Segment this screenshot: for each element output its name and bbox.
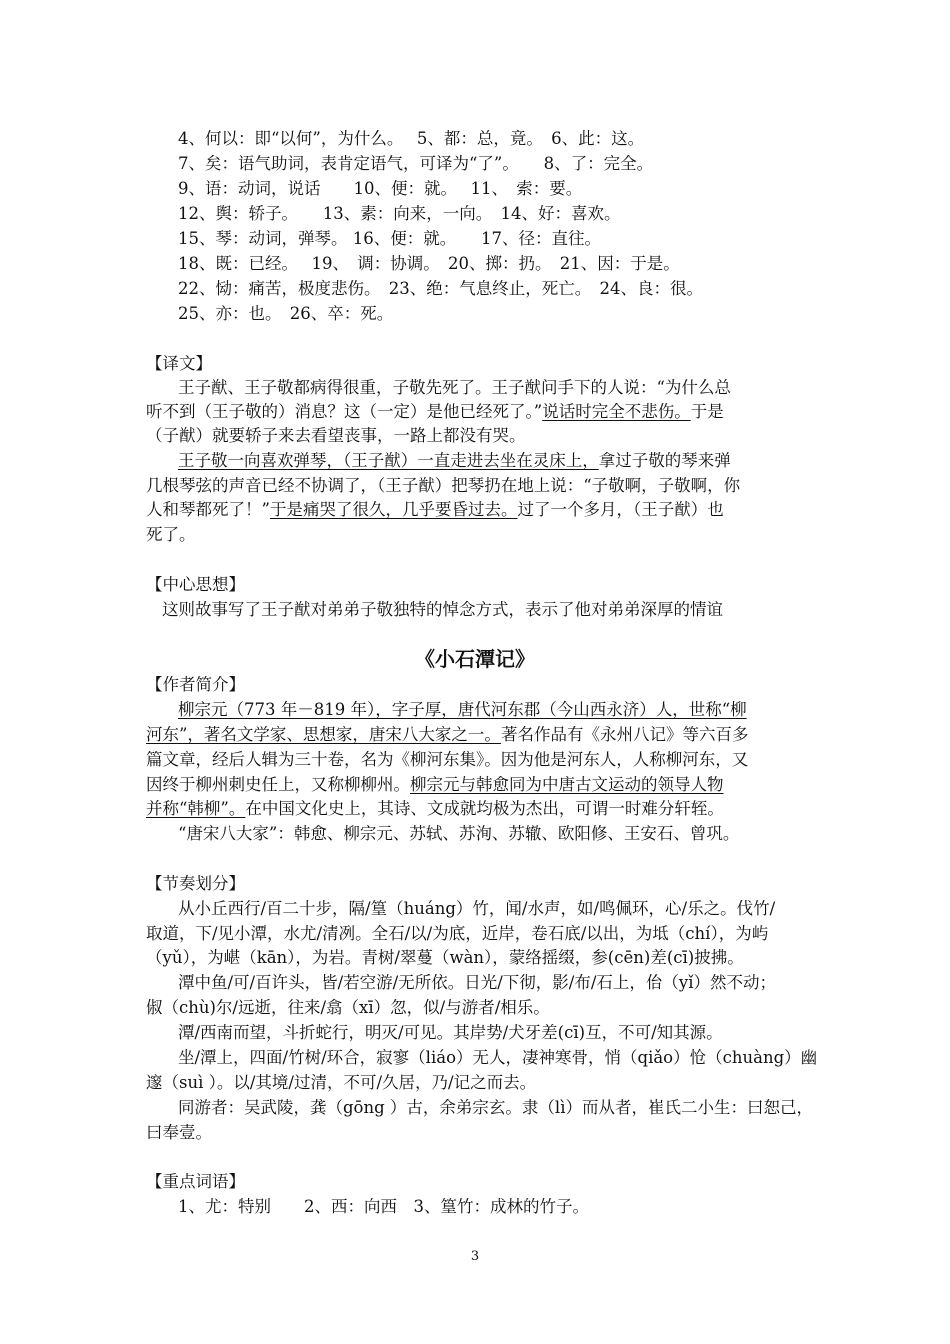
translation-line: （子猷）就要轿子来去看望丧事，一路上都没有哭。 [146, 426, 526, 445]
definition-line: 12、舆：轿子。 13、素：向来，一向。 14、好：喜欢。 [178, 204, 621, 223]
translation-line: 王子猷、王子敬都病得很重，子敬先死了。王子猷问手下的人说：“为什么总 [178, 378, 731, 397]
author-heading: 【作者简介】 [146, 675, 245, 694]
rhythm-line: 俶（chù)尔/远逝，往来/翕（xī）忽，似/与游者/相乐。 [146, 998, 550, 1017]
theme-heading: 【中心思想】 [146, 575, 245, 594]
rhythm-line: （yǔ），为嵁（kān），为岩。青树/翠蔓（wàn），蒙络摇缀，参(cēn)差(cī)披拂。 [146, 948, 744, 967]
definition-line: 9、语：动词，说话 10、便：就。 11、 索：要。 [178, 179, 583, 198]
definition-line: 18、既：已经。 19、 调：协调。 20、掷：扔。 21、因：于是。 [178, 254, 680, 273]
author-line: 河东”，著名文学家、思想家，唐宋八大家之一。著名作品有《永州八记》等六百多 [146, 725, 749, 744]
definition-line: 15、琴：动词，弹琴。 16、便：就。 17、径：直往。 [178, 229, 601, 248]
translation-line: 几根琴弦的声音已经不协调了，（王子猷）把琴扔在地上说：“子敬啊，子敬啊，你 [146, 476, 741, 495]
author-line: 因终于柳州刺史任上，又称柳柳州。柳宗元与韩愈同为中唐古文运动的领导人物 [146, 775, 724, 794]
translation-line: 王子敬一向喜欢弹琴，（王子猷）一直走进去坐在灵床上，拿过子敬的琴来弹 [178, 451, 731, 470]
essay-title: 《小石潭记》 [415, 647, 535, 671]
author-line: 柳宗元（773 年－819 年），字子厚，唐代河东郡（今山西永济）人，世称“柳 [178, 700, 747, 719]
keywords-line: 1、尤：特别 2、西：向西 3、篁竹：成林的竹子。 [178, 1197, 589, 1216]
translation-heading: 【译文】 [146, 354, 212, 373]
keywords-heading: 【重点词语】 [146, 1172, 245, 1191]
author-line: 并称“韩柳”。在中国文化史上，其诗、文成就均极为杰出，可谓一时难分轩轾。 [146, 799, 724, 818]
author-line: “唐宋八大家”：韩愈、柳宗元、苏轼、苏洵、苏辙、欧阳修、王安石、曾巩。 [178, 824, 740, 843]
page-number: 3 [470, 1249, 480, 1264]
translation-line: 听不到（王子敬的）消息？这（一定）是他已经死了。”说话时完全不悲伤。于是 [146, 402, 724, 421]
rhythm-line: 从小丘西行/百二十步，隔/篁（huáng）竹，闻/水声，如/鸣佩环，心/乐之。伐竹/ [178, 899, 776, 918]
rhythm-heading: 【节奏划分】 [146, 874, 245, 893]
definition-line: 25、亦：也。 26、卒：死。 [178, 304, 394, 323]
rhythm-line: 潭中鱼/可/百许头，皆/若空游/无所依。日光/下彻，影/布/石上，佁（yǐ）然不动； [178, 973, 777, 992]
definition-line: 22、恸：痛苦，极度悲伤。 23、绝：气息终止，死亡。 24、良：很。 [178, 279, 703, 298]
rhythm-line: 曰奉壹。 [146, 1123, 212, 1142]
rhythm-line: 坐/潭上，四面/竹树/环合，寂寥（liáo）无人，凄神寒骨，悄（qiǎo）怆（chuàng）幽 [178, 1048, 818, 1067]
definition-line: 7、矣：语气助词，表肯定语气，可译为“了”。 8、了：完全。 [178, 154, 654, 173]
author-line: 篇文章，经后人辑为三十卷，名为《柳河东集》。因为他是河东人，人称柳河东，又 [146, 750, 749, 769]
definition-line: 4、何以：即“以何”，为什么。 5、都：总，竟。 6、此：这。 [178, 129, 645, 148]
rhythm-line: 取道，下/见小潭，水尤/清冽。全石/以/为底，近岸，卷石底/以出，为坻（chí），为屿 [146, 924, 769, 943]
translation-line: 人和琴都死了！”于是痛哭了很久，几乎要昏过去。过了一个多月，（王子猷）也 [146, 500, 724, 519]
translation-line: 死了。 [146, 525, 196, 544]
rhythm-line: 邃（suì ）。以/其境/过清，不可/久居，乃/记之而去。 [146, 1073, 537, 1092]
rhythm-line: 同游者：吴武陵，龚（gōng ）古，余弟宗玄。隶（lì）而从者，崔氏二小生：曰恕己， [178, 1098, 813, 1117]
rhythm-line: 潭/西南而望，斗折蛇行，明灭/可见。其岸势/犬牙差(cī)互，不可/知其源。 [178, 1023, 723, 1042]
theme-text: 这则故事写了王子猷对弟弟子敬独特的悼念方式，表示了他对弟弟深厚的情谊 [162, 600, 723, 619]
